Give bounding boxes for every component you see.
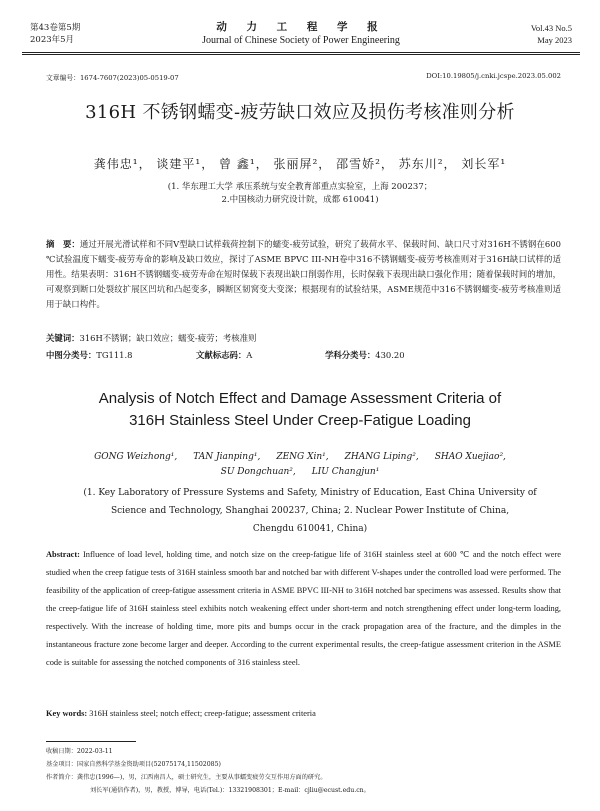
author-list-en-line2 — [50, 467, 550, 477]
header-center — [20, 20, 582, 48]
journal-name-en: Journal of Chinese Society of Power Engineering — [202, 35, 400, 46]
keywords-en-label: Key words: — [46, 709, 88, 718]
classification-line — [46, 349, 561, 361]
keywords-en — [46, 709, 561, 718]
author-en: GONG Weizhong¹, — [94, 452, 178, 462]
fund-info: 基金项目：国家自然科学基金资助项目(52075174,11502085) — [46, 761, 221, 768]
keywords-cn-label: 关键词： — [46, 333, 80, 343]
keywords-cn — [46, 332, 561, 344]
document-code — [196, 349, 252, 361]
corresponding-author: 刘长军(通信作者)，男，教授，博导，电话(Tel.)：13321908301；E-mail：cjliu@ecust.edu.cn。 — [90, 787, 370, 794]
keywords-en-text: 316H stainless steel; notch effect; creep-fatigue; assessment criteria — [89, 709, 316, 718]
affiliation-cn-2: 2.中国核动力研究设计院，成都 610041) — [221, 195, 379, 205]
subject-code — [325, 349, 405, 361]
doc-label: 文献标志码： — [196, 350, 247, 360]
abstract-en-text: Influence of load level, holding time, and notch size on the creep-fatigue life of 316H stainless steel at 600 ℃ and the notch effect were studied when the creep fatigue tests of 316H stainless smooth bar and notched bar with different V-shapes under the controlled load were performed. The feasibility of the application of creep-fatigue assessment criteria in ASME BPVC III-NH to 316H notched bar specimens was assessed. Results show that the creep-fatigue life of 316H stainless steel exhibits notch weakening effect under short-term and notch strengthening effect under long-term loading, respectively. With the increase of holding time, more pits and bumps occur in the crack propagation area of the fracture, and the dimples in the instantaneous fracture zone become larger and deeper. According to the current experimental results, the creep-fatigue assessment criterion in the ASME code is suitable for assessing the notched components of 316 stainless steel. — [46, 550, 562, 667]
affiliation-cn-1: (1. 华东理工大学 承压系统与安全教育部重点实验室，上海 200237； — [167, 182, 433, 192]
article-number: 文章编号：1674-7607(2023)05-0519-07 — [46, 74, 179, 82]
volume-issue-en: Vol.43 No.5 — [530, 23, 572, 33]
abstract-cn-text: 通过开展光滑试样和不同V型缺口试样载荷控制下的蠕变-疲劳试验，研究了载荷水平、保载时间、缺口尺寸对316H不锈钢在600 ℃试验温度下蠕变-疲劳寿命的影响及缺口效应，探讨了ASME BPVC III-NH卷中316不锈钢蠕变-疲劳考核准则对于316H缺口试样的适用性。结果表明：316H不锈钢蠕变-疲劳寿命在短时保载下表现出缺口削弱作用，长时保载下表现出缺口强化作用；随着保载时间的增加，可观察到断口处裂纹扩展区凹坑和凸起变多，瞬断区韧窝变大变深；根据现有的试验结果，ASME规范中316不锈钢蠕变-疲劳考核准则适用于缺口构件。 — [46, 239, 562, 309]
journal-header — [20, 18, 582, 54]
clc-value: TG111.8 — [96, 350, 133, 360]
author-en: ZENG Xin¹, — [276, 452, 329, 462]
header-rule-top — [22, 52, 580, 53]
doc-value: A — [246, 350, 253, 360]
footnote-divider — [46, 741, 136, 742]
author-en: LIU Changjun¹ — [311, 467, 380, 477]
author-list-cn: 龚伟忠¹， 谈建平¹， 曾 鑫¹， 张丽屏²， 邵雪娇²， 苏东川²， 刘长军¹ — [93, 157, 507, 171]
abstract-en-label: Abstract: — [46, 550, 80, 559]
subject-label: 学科分类号： — [325, 350, 376, 360]
paper-title-cn: 316H 不锈钢蠕变-疲劳缺口效应及损伤考核准则分析 — [85, 102, 515, 123]
author-en: SHAO Xuejiao², — [434, 452, 506, 462]
article-info — [46, 72, 561, 82]
abstract-cn — [46, 237, 561, 312]
abstract-cn-label: 摘 要： — [46, 239, 80, 249]
clc-label: 中图分类号： — [46, 350, 97, 360]
affiliation-en-3: Chengdu 610041, China) — [252, 524, 368, 534]
doi: DOI:10.19805/j.cnki.jcspe.2023.05.002 — [426, 72, 561, 80]
abstract-en — [46, 546, 561, 672]
author-en: ZHANG Liping², — [344, 452, 419, 462]
author-intro: 作者简介：龚伟忠(1996—)，男，江西南昌人，硕士研究生，主要从事蠕变疲劳交互作用方面的研究。 — [46, 774, 327, 781]
received-date: 收稿日期：2022-03-11 — [46, 748, 113, 755]
paper-title-en-line1: Analysis of Notch Effect and Damage Assessment Criteria of — [98, 390, 502, 407]
subject-value: 430.20 — [375, 350, 405, 360]
clc-number — [46, 349, 133, 361]
header-right — [531, 22, 572, 46]
affiliation-en-1: (1. Key Laboratory of Pressure Systems and Safety, Ministry of Education, East China University of — [83, 488, 537, 498]
footnotes — [46, 745, 561, 797]
affiliation-en-2: Science and Technology, Shanghai 200237, China; 2. Nuclear Power Institute of China, — [110, 506, 510, 516]
paper-title-en-line2: 316H Stainless Steel Under Creep-Fatigue Loading — [129, 412, 471, 429]
issue-date-en: May 2023 — [537, 35, 572, 45]
author-en: TAN Jianping¹, — [193, 452, 261, 462]
issue-date: 2023年5月 — [30, 35, 75, 45]
author-list-en-line1 — [50, 452, 550, 462]
keywords-cn-text: 316H不锈钢；缺口效应；蠕变-疲劳；考核准则 — [79, 333, 257, 343]
header-rule-bottom — [22, 54, 580, 55]
journal-name-cn: 动 力 工 程 学 报 — [216, 21, 386, 33]
author-en: SU Dongchuan², — [220, 467, 296, 477]
volume-issue: 第43卷第5期 — [30, 23, 81, 33]
